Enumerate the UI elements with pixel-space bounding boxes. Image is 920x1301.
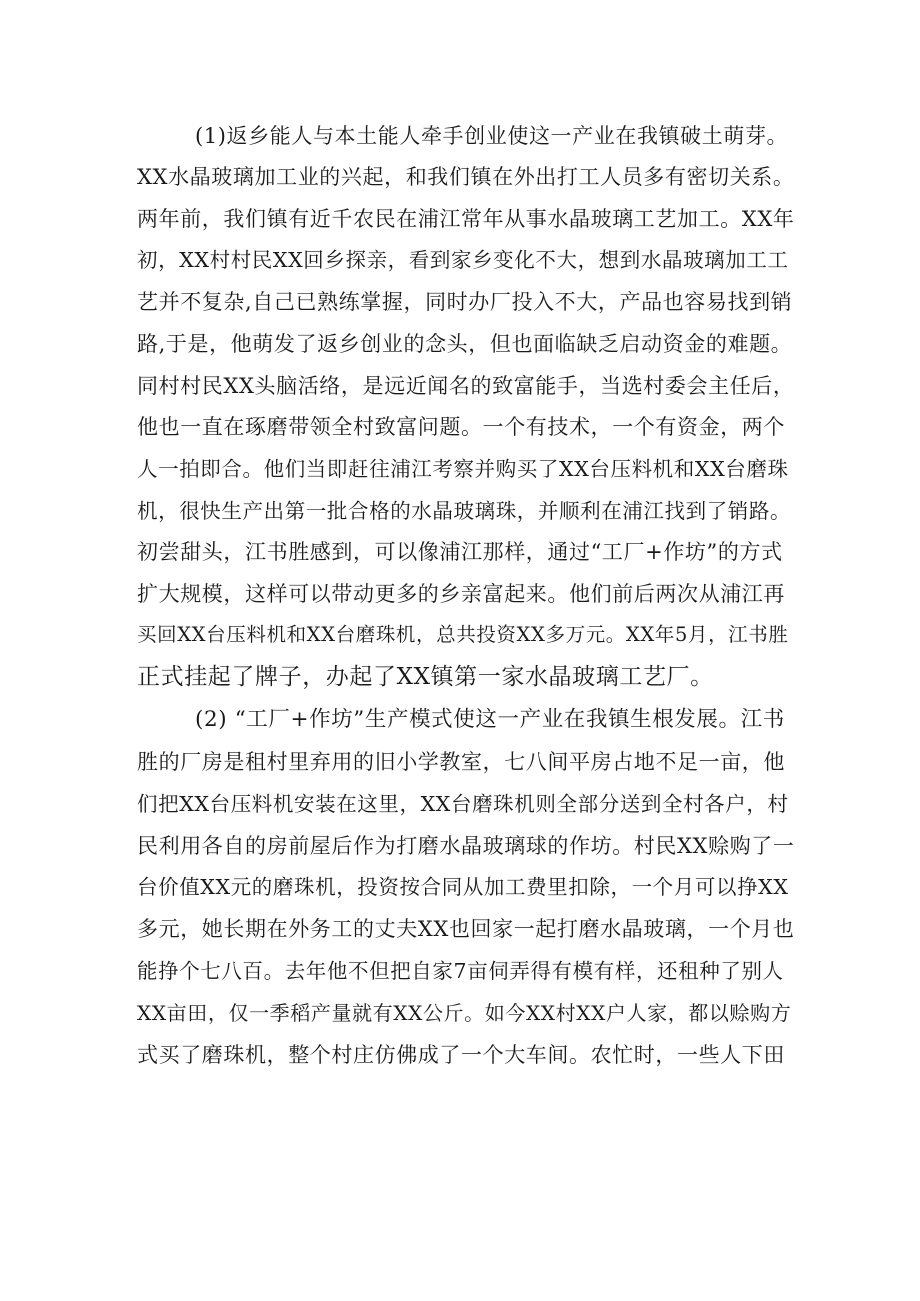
paragraph-1-line-2: XX水晶玻璃加工业的兴起，和我们镇在外出打工人员多有密切关系。 (137, 165, 795, 189)
paragraph-2-line-5: 台价值XX元的磨珠机，投资按合同从加工费里扣除，一个月可以挣XX (137, 875, 789, 899)
paragraph-1-line-10: 机，很快生产出第一批合格的水晶玻璃珠，并顺利在浦江找到了销路。 (137, 499, 792, 523)
paragraph-1-line-3: 两年前，我们镇有近千农民在浦江常年从事水晶玻璃工艺加工。XX年 (137, 207, 795, 231)
paragraph-2-line-6: 多元，她长期在外务工的丈夫XX也回家一起打磨水晶玻璃，一个月也 (137, 917, 795, 941)
paragraph-2-line-7: 能挣个七八百。去年他不但把自家7亩伺弄得有模有样，还租种了别人 (137, 959, 784, 983)
paragraph-1-line-4: 初，XX村村民XX回乡探亲，看到家乡变化不大，想到水晶玻璃加工工 (137, 248, 789, 272)
paragraph-1-line-8: 他也一直在琢磨带领全村致富问题。一个有技术，一个有资金，两个 (137, 415, 785, 439)
paragraph-1-line-5: 艺并不复杂,自己已熟练掌握，同时办厂投入不大，产品也容易找到销 (137, 290, 793, 314)
paragraph-1-line-7: 同村村民XX头脑活络，是远近闻名的致富能手，当选村委会主任后， (137, 374, 795, 398)
paragraph-1-line-13: 买回XX台压料机和XX台磨珠机，总共投资XX多万元。XX年5月，江书胜 (137, 623, 789, 646)
paragraph-1-line-14: 正式挂起了牌子，办起了XX镇第一家水晶玻璃工艺厂。 (137, 664, 714, 690)
paragraph-2-line-1: (2) “工厂+作坊”生产模式使这一产业在我镇生根发展。江书 (195, 707, 785, 732)
paragraph-2-line-8: XX亩田，仅一季稻产量就有XX公斤。如今XX村XX户人家，都以赊购方 (137, 1001, 792, 1025)
paragraph-1-line-12: 扩大规模，这样可以带动更多的乡亲富起来。他们前后两次从浦江再 (137, 582, 785, 606)
paragraph-1-line-11: 初尝甜头，江书胜感到，可以像浦江那样，通过“工厂+作坊”的方式 (137, 540, 783, 564)
paragraph-2-line-2: 胜的厂房是租村里弃用的旧小学教室，七八间平房占地不足一亩，他 (137, 750, 785, 774)
paragraph-1-line-1: (1)返乡能人与本土能人牵手创业使这一产业在我镇破土萌芽。 (195, 124, 789, 148)
paragraph-1-line-6: 路,于是，他萌发了返乡创业的念头，但也面临缺乏启动资金的难题。 (137, 332, 793, 356)
paragraph-2-line-9: 式买了磨珠机，整个村庄仿佛成了一个大车间。农忙时，一些人下田 (137, 1043, 785, 1067)
paragraph-2-line-4: 民利用各自的房前屋后作为打磨水晶玻璃球的作坊。村民XX赊购了一 (137, 834, 795, 858)
paragraph-1-line-9: 人一拍即合。他们当即赶往浦江考察并购买了XX台压料机和XX台磨珠 (137, 457, 789, 481)
paragraph-2-line-3: 们把XX台压料机安装在这里，XX台磨珠机则全部分送到全村各户，村 (137, 792, 789, 816)
